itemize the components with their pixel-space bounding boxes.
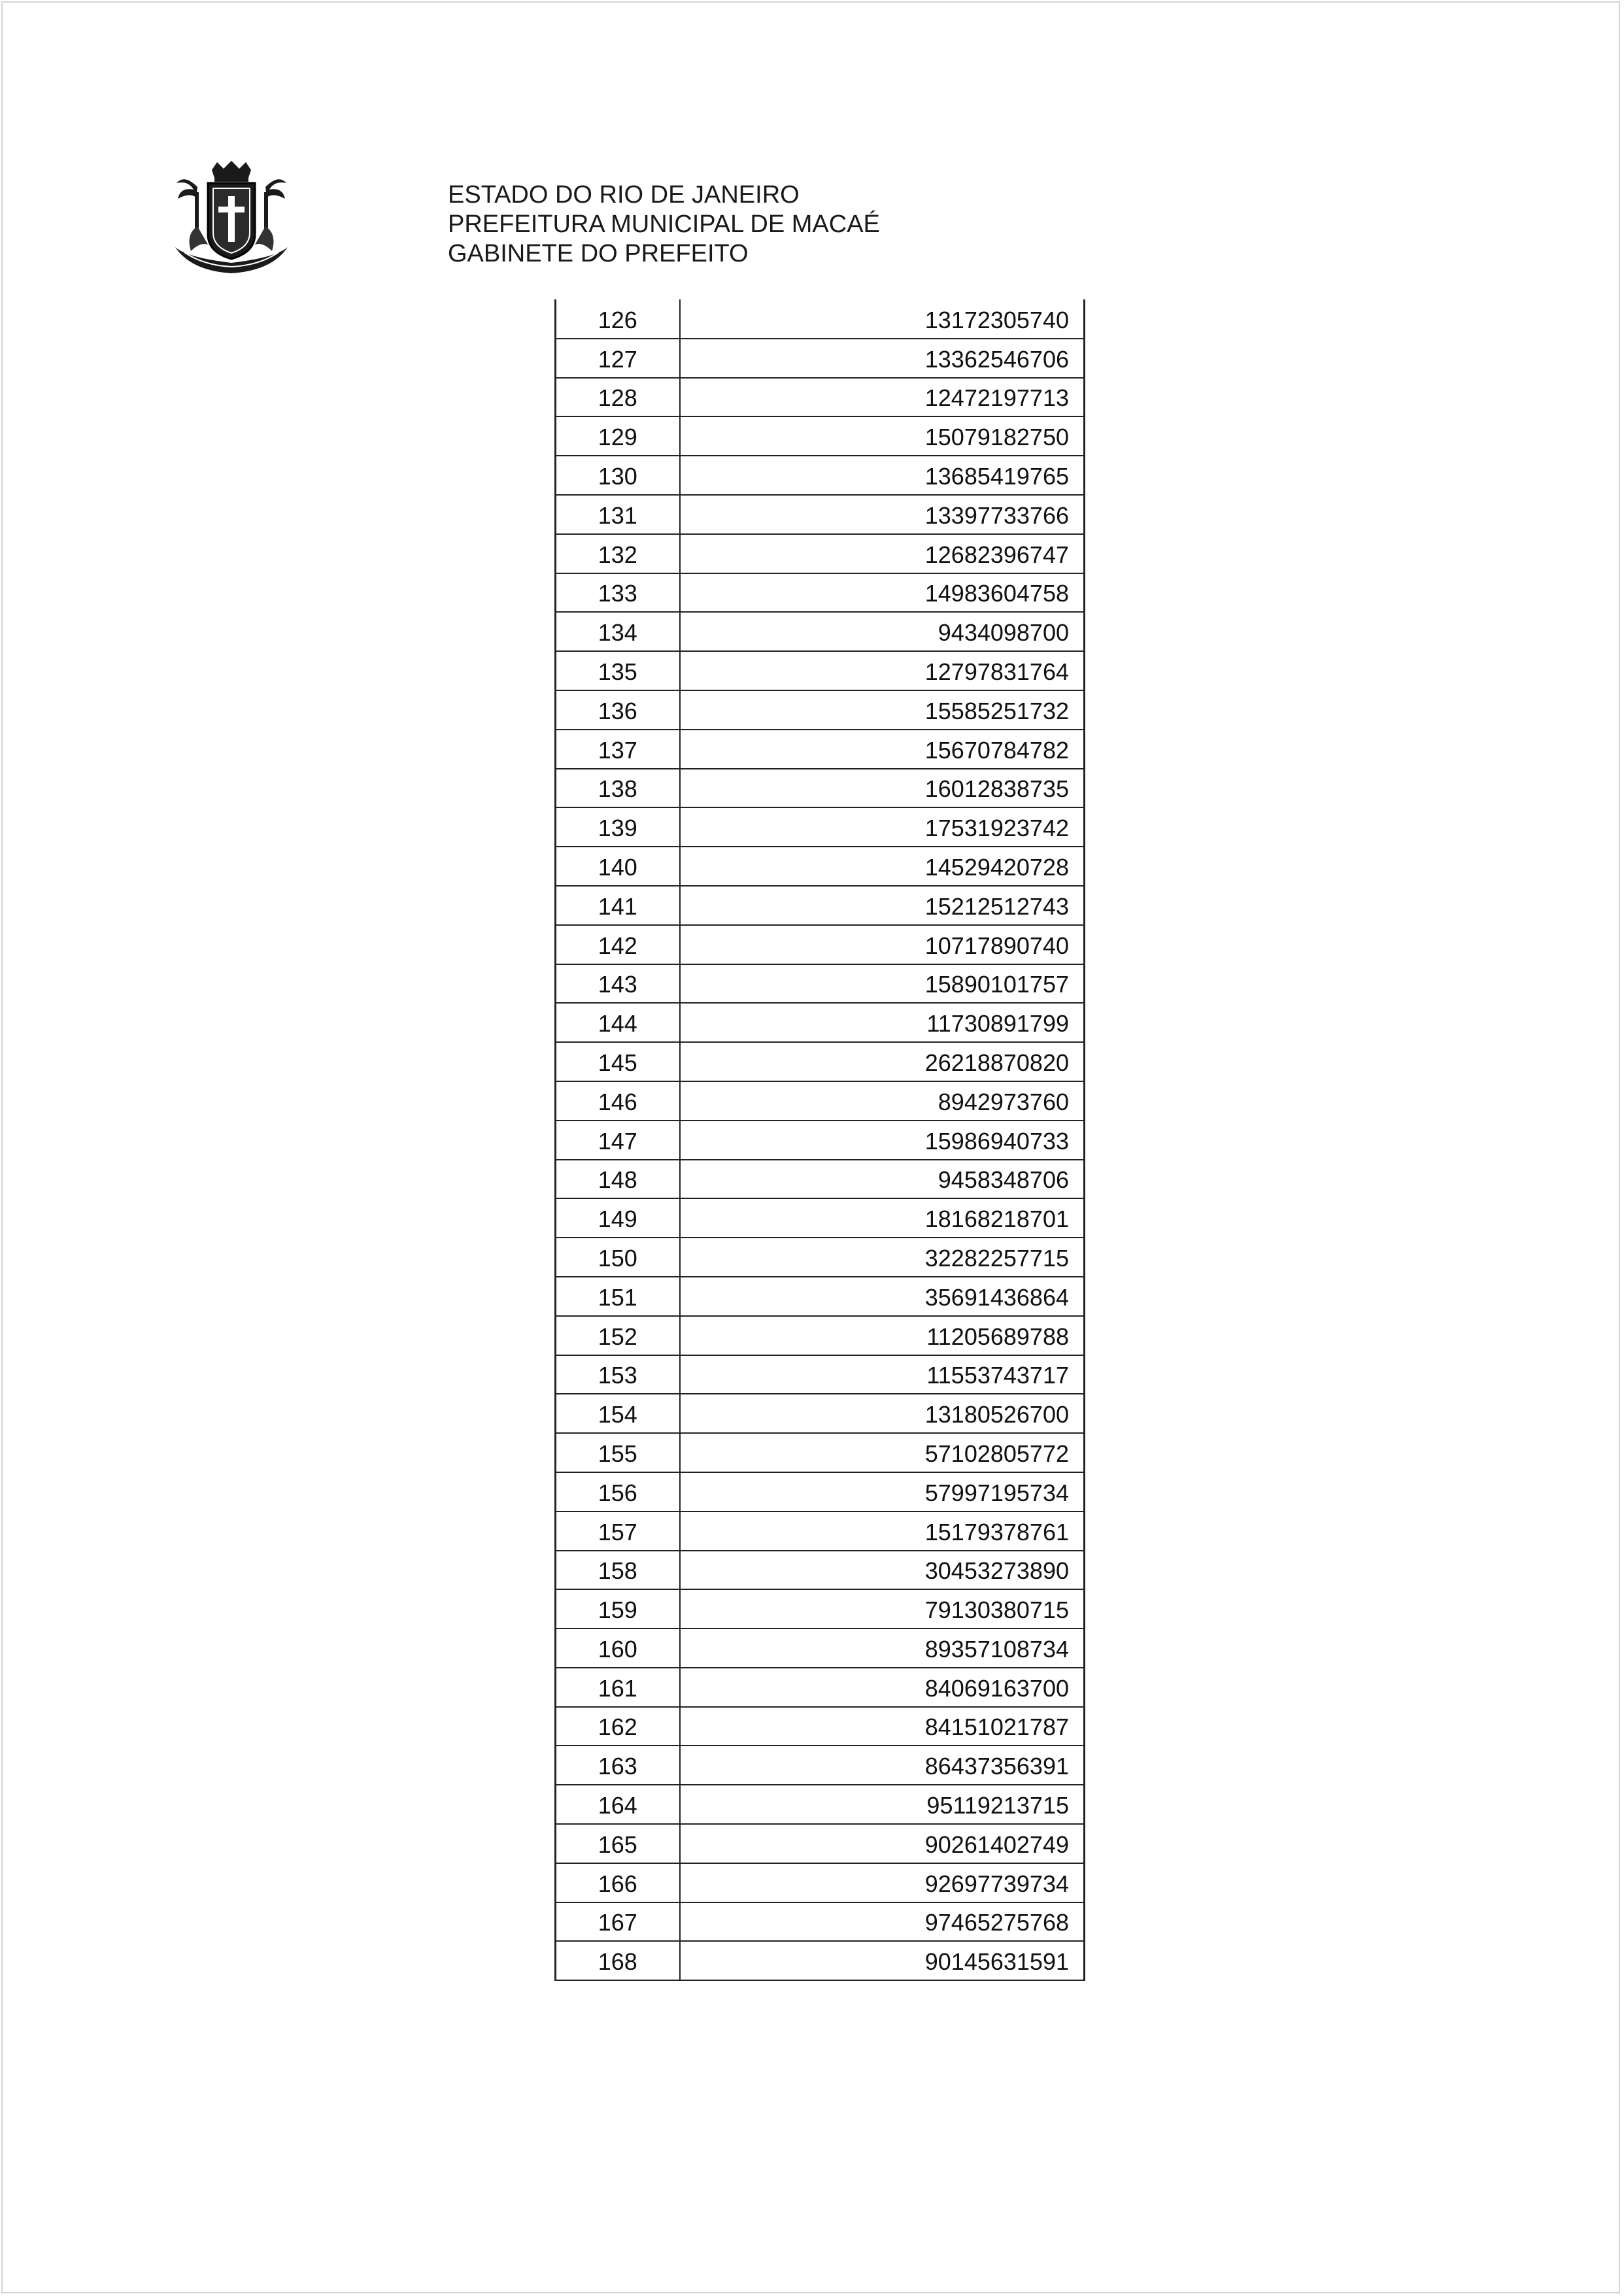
row-number: 127 [556,339,680,378]
row-number: 168 [556,1941,680,1980]
table-row [556,730,1085,769]
row-cpf-value: 79130380715 [680,1589,1085,1629]
row-number: 161 [556,1668,680,1707]
row-number: 165 [556,1824,680,1863]
row-cpf-value: 15670784782 [680,730,1085,769]
table-row [556,1902,1085,1942]
row-cpf-value: 13397733766 [680,495,1085,534]
row-number: 156 [556,1472,680,1511]
row-number: 137 [556,730,680,769]
table-row [556,1198,1085,1238]
row-cpf-value: 86437356391 [680,1746,1085,1785]
row-number: 129 [556,416,680,456]
row-number: 143 [556,964,680,1004]
row-number: 141 [556,886,680,925]
row-number: 149 [556,1198,680,1238]
row-cpf-value: 12682396747 [680,534,1085,573]
row-cpf-value: 89357108734 [680,1629,1085,1668]
row-cpf-value: 14529420728 [680,847,1085,886]
row-cpf-value: 11730891799 [680,1003,1085,1042]
table-row [556,1042,1085,1081]
row-cpf-value: 57102805772 [680,1433,1085,1472]
row-number: 126 [556,299,680,339]
table-body [556,299,1085,1980]
row-cpf-value: 90145631591 [680,1941,1085,1980]
row-cpf-value: 8942973760 [680,1081,1085,1121]
table-row [556,1238,1085,1277]
table-row [556,925,1085,964]
table-row [556,1589,1085,1629]
row-number: 144 [556,1003,680,1042]
table-row [556,416,1085,456]
row-cpf-value: 92697739734 [680,1863,1085,1902]
row-number: 130 [556,456,680,495]
row-cpf-value: 15079182750 [680,416,1085,456]
row-cpf-value: 35691436864 [680,1277,1085,1316]
row-number: 148 [556,1160,680,1199]
row-number: 166 [556,1863,680,1902]
table-row [556,1707,1085,1746]
row-number: 164 [556,1785,680,1824]
cpf-list-table [554,299,1085,1981]
row-cpf-value: 17531923742 [680,807,1085,847]
row-number: 158 [556,1551,680,1590]
table-row [556,1746,1085,1785]
table-row [556,1003,1085,1042]
table-row [556,886,1085,925]
row-number: 136 [556,690,680,730]
row-cpf-value: 15212512743 [680,886,1085,925]
row-cpf-value: 30453273890 [680,1551,1085,1590]
row-cpf-value: 15890101757 [680,964,1085,1004]
row-number: 138 [556,769,680,808]
table-row [556,1863,1085,1902]
header-state: ESTADO DO RIO DE JANEIRO [448,181,800,209]
row-number: 139 [556,807,680,847]
table-row [556,964,1085,1004]
row-cpf-value: 84151021787 [680,1707,1085,1746]
row-cpf-value: 13180526700 [680,1394,1085,1433]
table-row [556,1316,1085,1355]
row-cpf-value: 15585251732 [680,690,1085,730]
row-cpf-value: 57997195734 [680,1472,1085,1511]
row-number: 160 [556,1629,680,1668]
row-number: 128 [556,378,680,417]
table-row [556,495,1085,534]
row-number: 157 [556,1511,680,1551]
row-number: 135 [556,651,680,690]
table-row [556,1629,1085,1668]
row-cpf-value: 84069163700 [680,1668,1085,1707]
row-cpf-value: 15179378761 [680,1511,1085,1551]
row-number: 146 [556,1081,680,1121]
header-prefecture: PREFEITURA MUNICIPAL DE MACAÉ [448,211,880,238]
row-number: 140 [556,847,680,886]
table-row [556,378,1085,417]
row-number: 152 [556,1316,680,1355]
row-cpf-value: 18168218701 [680,1198,1085,1238]
table-row [556,1160,1085,1199]
row-cpf-value: 12797831764 [680,651,1085,690]
row-number: 133 [556,573,680,613]
row-cpf-value: 9434098700 [680,612,1085,651]
row-number: 142 [556,925,680,964]
table-row [556,1824,1085,1863]
row-cpf-value: 97465275768 [680,1902,1085,1942]
row-cpf-value: 26218870820 [680,1042,1085,1081]
row-number: 145 [556,1042,680,1081]
row-cpf-value: 15986940733 [680,1121,1085,1160]
row-cpf-value: 16012838735 [680,769,1085,808]
row-number: 155 [556,1433,680,1472]
row-number: 159 [556,1589,680,1629]
row-number: 150 [556,1238,680,1277]
row-cpf-value: 9458348706 [680,1160,1085,1199]
table-row [556,1785,1085,1824]
table-row [556,1277,1085,1316]
row-number: 147 [556,1121,680,1160]
row-cpf-value: 14983604758 [680,573,1085,613]
table-row [556,1941,1085,1980]
table-row [556,651,1085,690]
table-row [556,573,1085,613]
table-row [556,612,1085,651]
table-row [556,1355,1085,1394]
table-row [556,339,1085,378]
table-row [556,807,1085,847]
row-number: 132 [556,534,680,573]
table-row [556,769,1085,808]
table-row [556,1551,1085,1590]
row-number: 153 [556,1355,680,1394]
row-cpf-value: 13685419765 [680,456,1085,495]
row-cpf-value: 95119213715 [680,1785,1085,1824]
header-office: GABINETE DO PREFEITO [448,240,749,267]
row-cpf-value: 10717890740 [680,925,1085,964]
row-number: 154 [556,1394,680,1433]
table-row [556,299,1085,339]
row-number: 151 [556,1277,680,1316]
table-row [556,690,1085,730]
table-row [556,847,1085,886]
row-cpf-value: 12472197713 [680,378,1085,417]
table-row [556,1121,1085,1160]
table-row [556,1081,1085,1121]
table-row [556,456,1085,495]
row-cpf-value: 90261402749 [680,1824,1085,1863]
table-row [556,1394,1085,1433]
municipal-crest-icon [171,161,292,275]
row-number: 163 [556,1746,680,1785]
row-number: 131 [556,495,680,534]
table-row [556,1472,1085,1511]
row-cpf-value: 32282257715 [680,1238,1085,1277]
row-number: 162 [556,1707,680,1746]
table-row [556,534,1085,573]
row-cpf-value: 11553743717 [680,1355,1085,1394]
row-cpf-value: 11205689788 [680,1316,1085,1355]
institution-header [448,180,880,269]
row-cpf-value: 13172305740 [680,299,1085,339]
row-cpf-value: 13362546706 [680,339,1085,378]
row-number: 134 [556,612,680,651]
table-row [556,1668,1085,1707]
row-number: 167 [556,1902,680,1942]
table-row [556,1511,1085,1551]
table-row [556,1433,1085,1472]
